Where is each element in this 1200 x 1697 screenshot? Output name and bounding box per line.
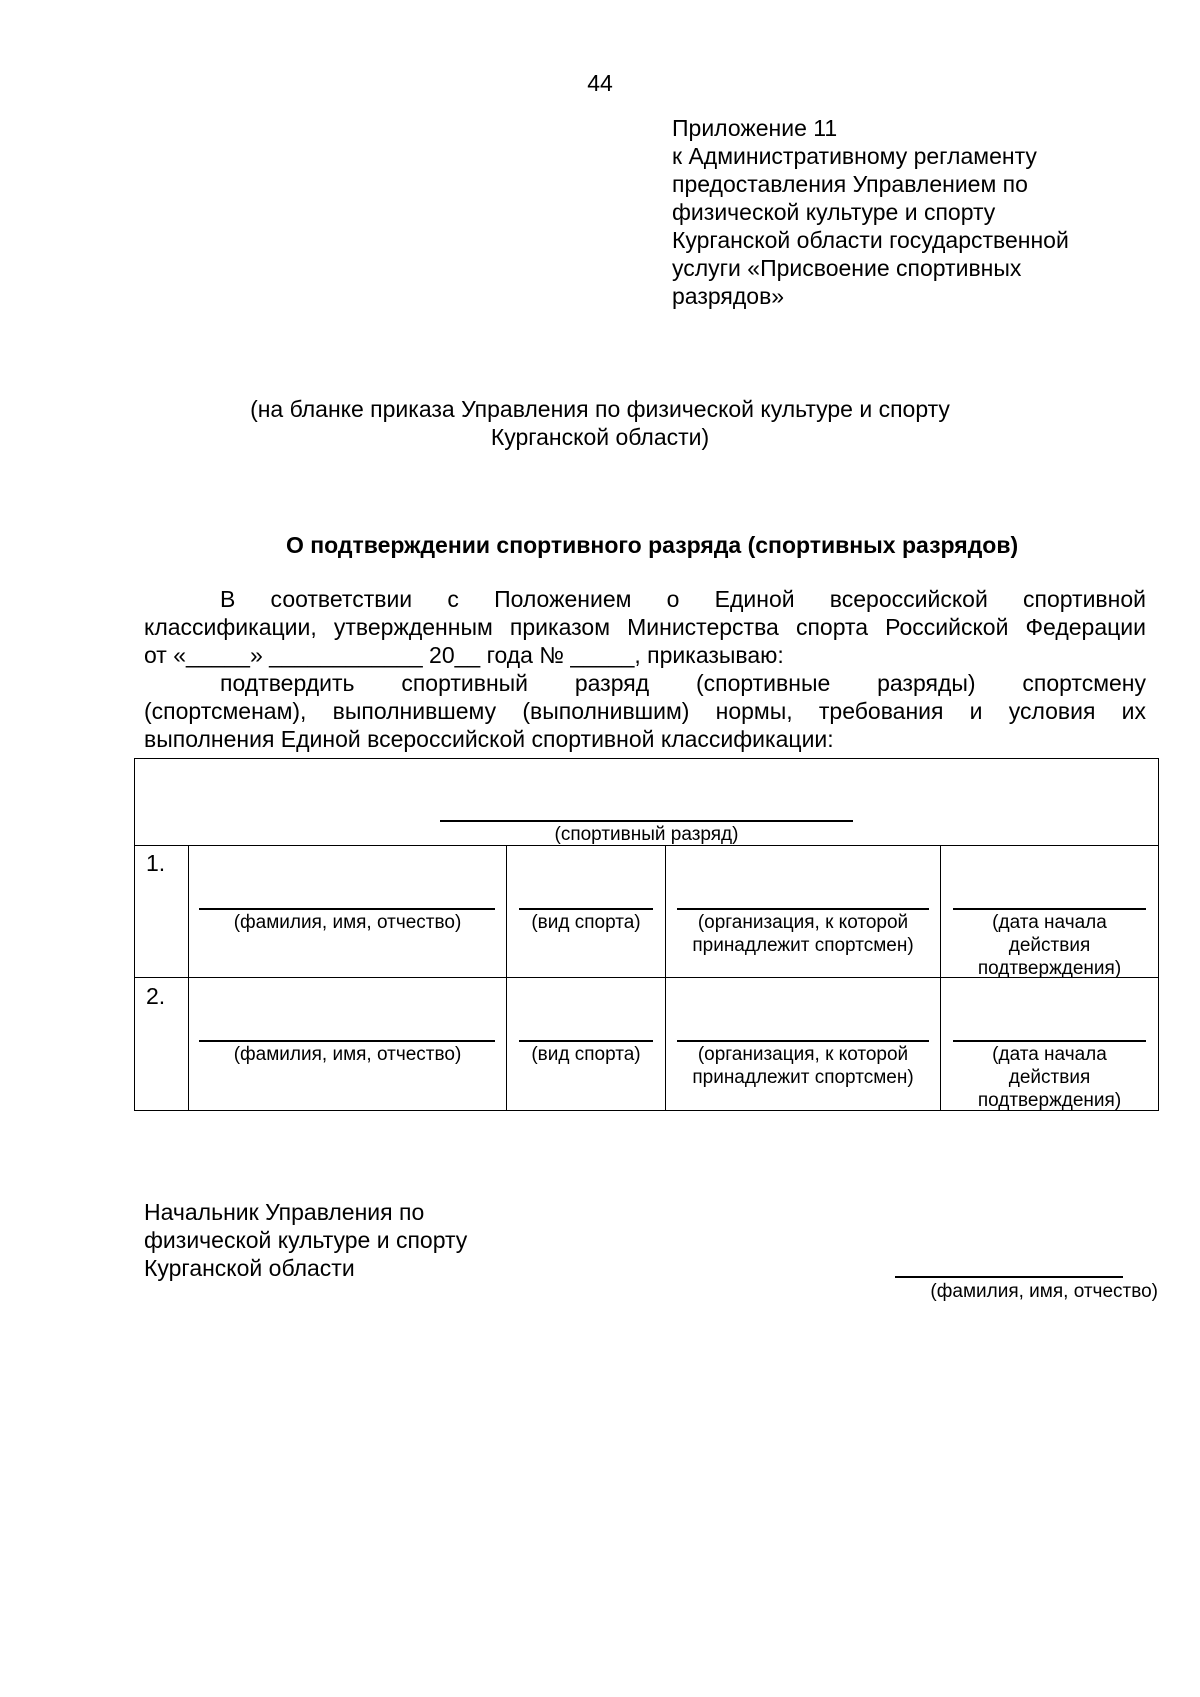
blank-note xyxy=(150,395,1050,451)
body-p1-line3: от «_____» ____________ 20__ года № _____, приказываю: xyxy=(144,642,784,668)
appendix-line: Приложение 11 xyxy=(672,115,838,141)
body-p2-line3: выполнения Единой всероссийской спортивной классификации: xyxy=(144,726,834,752)
table-border-top xyxy=(134,758,1159,759)
table-col-divider xyxy=(188,845,189,1111)
date-caption-line: подтверждения) xyxy=(977,1090,1122,1111)
sport-caption: (вид спорта) xyxy=(531,912,641,933)
organization-caption-line: принадлежит спортсмен) xyxy=(692,1067,914,1088)
sport-rank-fill-line xyxy=(440,820,853,822)
body-p2-line2: (спортсменам), выполнившему (выполнившим) нормы, требования и условия их xyxy=(144,698,1146,724)
blank-note-line: (на бланке приказа Управления по физической культуре и спорту xyxy=(250,396,950,422)
date-caption-line: (дата начала xyxy=(992,1044,1107,1065)
body-p2-line1: подтвердить спортивный разряд (спортивные разряды) спортсмену xyxy=(220,670,1146,696)
fio-fill-line xyxy=(199,908,495,910)
organization-caption-line: принадлежит спортсмен) xyxy=(692,935,914,956)
signature-position-line: физической культуре и спорту xyxy=(144,1227,468,1253)
organization-caption-line: (организация, к которой xyxy=(697,1044,909,1065)
page-number: 44 xyxy=(587,70,613,96)
fio-fill-line xyxy=(199,1040,495,1042)
appendix-line: разрядов» xyxy=(672,283,785,309)
organization-caption xyxy=(666,911,940,957)
signature-position-line: Курганской области xyxy=(144,1255,355,1281)
appendix-header xyxy=(672,114,1132,310)
body-p1-line2: классификации, утвержденным приказом Министерства спорта Российской Федерации xyxy=(144,614,1146,640)
sport-rank-caption: (спортивный разряд) xyxy=(554,824,739,845)
table-border-left xyxy=(134,758,135,1111)
appendix-line: услуги «Присвоение спортивных xyxy=(672,255,1022,281)
appendix-line: предоставления Управлением по xyxy=(672,171,1028,197)
row-number: 1. xyxy=(146,850,166,876)
sport-fill-line xyxy=(519,908,653,910)
row-number: 2. xyxy=(146,983,166,1009)
date-fill-line xyxy=(953,1040,1146,1042)
date-caption xyxy=(941,1043,1158,1112)
organization-fill-line xyxy=(677,908,929,910)
signature-caption: (фамилия, имя, отчество) xyxy=(930,1281,1158,1302)
date-caption-line: действия xyxy=(1008,1067,1091,1088)
date-fill-line xyxy=(953,908,1146,910)
body-p1-line1: В соответствии с Положением о Единой всероссийской спортивной xyxy=(220,586,1146,612)
organization-caption-line: (организация, к которой xyxy=(697,912,909,933)
fio-caption: (фамилия, имя, отчество) xyxy=(233,912,462,933)
table-col-divider xyxy=(506,845,507,1111)
signature-position-line: Начальник Управления по xyxy=(144,1199,425,1225)
date-caption-line: подтверждения) xyxy=(977,958,1122,979)
signature-fill-line xyxy=(895,1276,1123,1278)
organization-fill-line xyxy=(677,1040,929,1042)
date-caption xyxy=(941,911,1158,980)
sport-fill-line xyxy=(519,1040,653,1042)
organization-caption xyxy=(666,1043,940,1089)
sport-caption: (вид спорта) xyxy=(531,1044,641,1065)
table-border-right xyxy=(1158,758,1159,1111)
date-caption-line: (дата начала xyxy=(992,912,1107,933)
order-title: О подтверждении спортивного разряда (спортивных разрядов) xyxy=(286,532,1019,558)
appendix-line: к Административному регламенту xyxy=(672,143,1037,169)
blank-note-line: Курганской области) xyxy=(490,424,710,450)
appendix-line: физической культуре и спорту xyxy=(672,199,996,225)
date-caption-line: действия xyxy=(1008,935,1091,956)
fio-caption: (фамилия, имя, отчество) xyxy=(233,1044,462,1065)
appendix-line: Курганской области государственной xyxy=(672,227,1069,253)
